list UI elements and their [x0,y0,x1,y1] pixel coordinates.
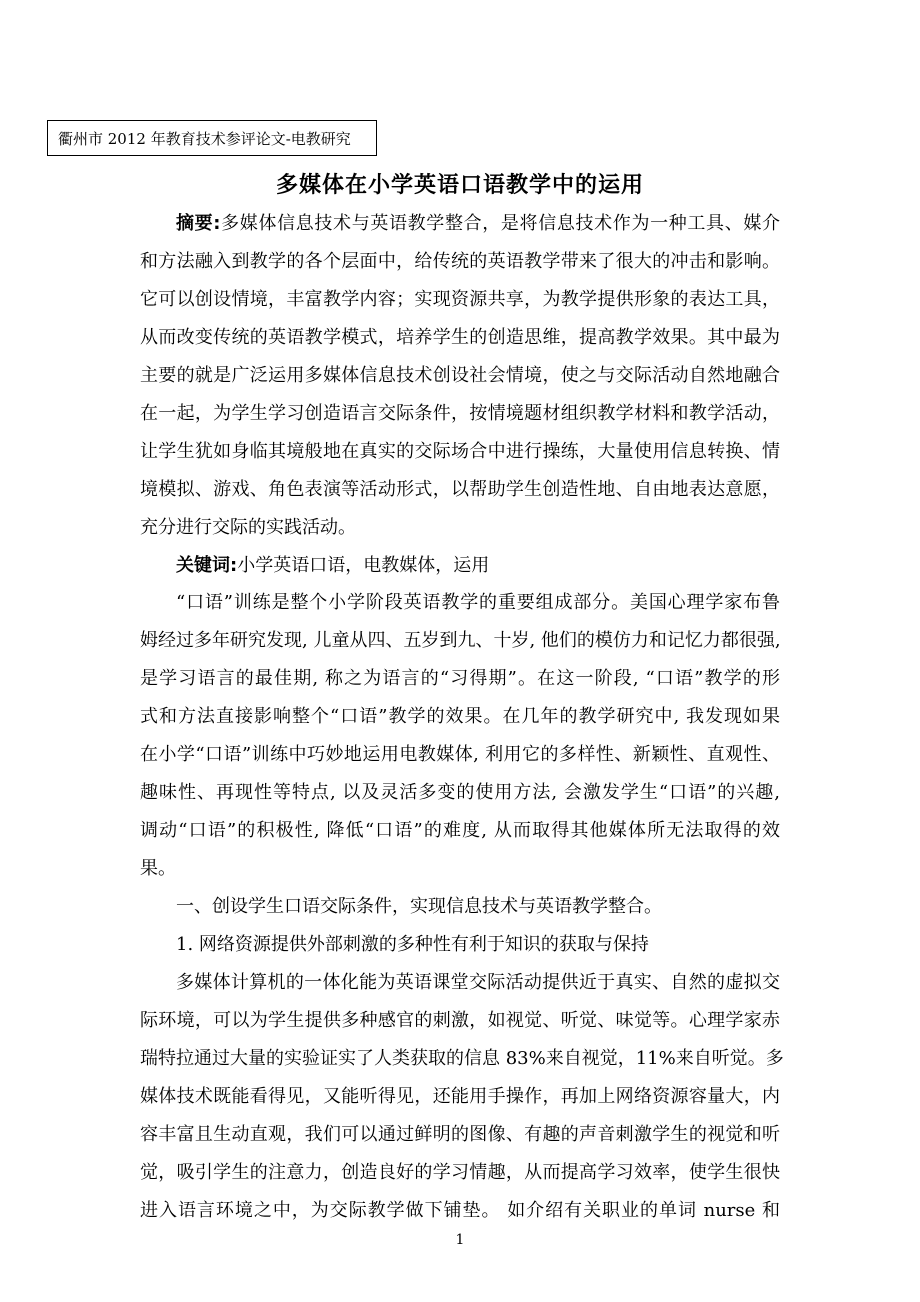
abstract-text: 多媒体信息技术与英语教学整合，是将信息技术作为一种工具、媒介 [220,213,780,234]
body-line-3: 瑞特拉通过大量的实验证实了人类获取的信息 83%来自视觉，11%来自听觉。多 [140,1048,784,1069]
keywords-text: 小学英语口语，电教媒体，运用 [237,555,490,576]
intro-line-2: 姆经过多年研究发现, 儿童从四、五岁到九、十岁, 他们的模仿力和记忆力都很强, [140,630,781,651]
intro-line-7: 调动“口语”的积极性, 降低“口语”的难度, 从而取得其他媒体所无法取得的效 [140,820,780,841]
intro-line-8: 果。 [140,858,176,879]
abstract-line-9: 充分进行交际的实践活动。 [140,517,356,538]
abstract-line-7: 让学生犹如身临其境般地在真实的交际场合中进行操练，大量使用信息转换、情 [140,441,780,462]
keywords-line [176,554,780,578]
body-line-5: 容丰富且生动直观，我们可以通过鲜明的图像、有趣的声音刺激学生的视觉和听 [140,1124,780,1145]
intro-line-4: 式和方法直接影响整个“口语”教学的效果。在几年的教学研究中, 我发现如果 [140,706,780,727]
paper-category-box: 衢州市 2012 年教育技术参评论文-电教研究 [47,120,377,156]
section-heading: 一、创设学生口语交际条件，实现信息技术与英语教学整合。 [176,896,662,917]
body-line-7: 进入语言环境之中，为交际教学做下铺垫。 如介绍有关职业的单词 nurse 和 [140,1200,780,1221]
body-line-2: 际环境，可以为学生提供多种感官的刺激，如视觉、听觉、味觉等。心理学家赤 [140,1010,780,1031]
abstract-line-4: 从而改变传统的英语教学模式，培养学生的创造思维，提高教学效果。其中最为 [140,327,780,348]
abstract-label: 摘要: [176,213,221,234]
body-line-4: 媒体技术既能看得见，又能听得见，还能用手操作，再加上网络资源容量大，内 [140,1086,780,1107]
intro-line-6: 趣味性、再现性等特点, 以及灵活多变的使用方法, 会激发学生“口语”的兴趣, [140,782,780,803]
subsection-heading: 1. 网络资源提供外部刺激的多种性有利于知识的获取与保持 [176,934,649,955]
abstract-line-8: 境模拟、游戏、角色表演等活动形式，以帮助学生创造性地、自由地表达意愿， [140,479,780,500]
keywords-label: 关键词: [176,555,238,576]
page-number: 1 [455,1232,465,1248]
body-line-1: 多媒体计算机的一体化能为英语课堂交际活动提供近于真实、自然的虚拟交 [176,972,780,993]
abstract-line-5: 主要的就是广泛运用多媒体信息技术创设社会情境，使之与交际活动自然地融合 [140,365,780,386]
abstract-line-3: 它可以创设情境，丰富教学内容；实现资源共享，为教学提供形象的表达工具， [140,289,780,310]
intro-line-3: 是学习语言的最佳期, 称之为语言的“习得期”。在这一阶段, “口语”教学的形 [140,668,780,689]
paper-title: 多媒体在小学英语口语教学中的运用 [275,173,644,198]
abstract-line-2: 和方法融入到教学的各个层面中，给传统的英语教学带来了很大的冲击和影响。 [140,251,780,272]
body-line-6: 觉，吸引学生的注意力，创造良好的学习情趣，从而提高学习效率，使学生很快 [140,1162,780,1183]
intro-line-5: 在小学“口语”训练中巧妙地运用电教媒体, 利用它的多样性、新颖性、直观性、 [140,744,780,765]
abstract-line-1 [176,212,780,236]
abstract-line-6: 在一起，为学生学习创造语言交际条件，按情境题材组织教学材料和教学活动， [140,403,780,424]
intro-line-1: “口语”训练是整个小学阶段英语教学的重要组成部分。美国心理学家布鲁 [176,592,780,613]
